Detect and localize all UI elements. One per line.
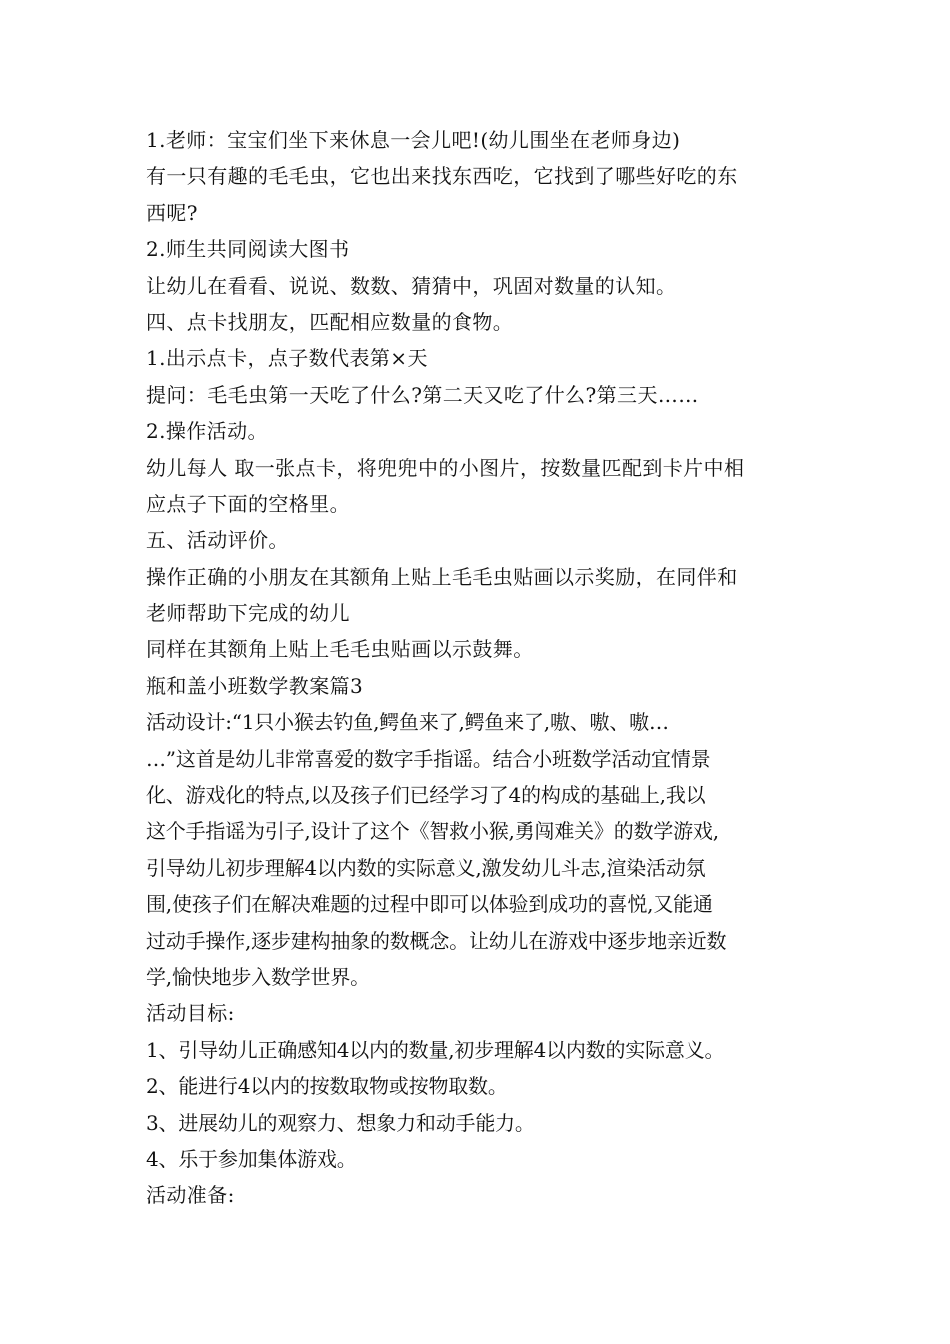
text-line: 1.出示点卡，点子数代表第×天 (146, 346, 428, 371)
section-heading: 五、活动评价。 (146, 528, 289, 553)
text-line: 西呢? (146, 200, 198, 225)
text-line: 有一只有趣的毛毛虫，它也出来找东西吃，它找到了哪些好吃的东 (146, 164, 738, 189)
text-line: 这个手指谣为引子,设计了这个《智救小猴,勇闯难关》的数学游戏, (146, 819, 719, 844)
list-item: 4、乐于参加集体游戏。 (146, 1146, 357, 1171)
list-item: 1、引导幼儿正确感知4以内的数量,初步理解4以内数的实际意义。 (146, 1037, 725, 1062)
list-item: 3、进展幼儿的观察力、想象力和动手能力。 (146, 1110, 535, 1135)
text-line: 应点子下面的空格里。 (146, 491, 350, 516)
text-line: 让幼儿在看看、说说、数数、猜猜中，巩固对数量的认知。 (146, 273, 677, 298)
text-line: 幼儿每人 取一张点卡，将兜兜中的小图片，按数量匹配到卡片中相 (146, 455, 745, 480)
text-line: 围,使孩子们在解决难题的过程中即可以体验到成功的喜悦,又能通 (146, 892, 713, 917)
text-line: 引导幼儿初步理解4以内数的实际意义,激发幼儿斗志,渲染活动氛 (146, 855, 706, 880)
text-line: 2.师生共同阅读大图书 (146, 237, 350, 262)
document-body (146, 122, 811, 1214)
text-line: 老师帮助下完成的幼儿 (146, 601, 350, 626)
text-line: 同样在其额角上贴上毛毛虫贴画以示鼓舞。 (146, 637, 534, 662)
text-line: 操作正确的小朋友在其额角上贴上毛毛虫贴画以示奖励，在同伴和 (146, 564, 738, 589)
text-line: 过动手操作,逐步建构抽象的数概念。让幼儿在游戏中逐步地亲近数 (146, 928, 727, 953)
section-heading: 活动目标: (146, 1001, 235, 1026)
text-line: 活动设计:“1只小猴去钓鱼,鳄鱼来了,鳄鱼来了,嗷、嗷、嗷… (146, 710, 669, 735)
list-item: 2、能进行4以内的按数取物或按物取数。 (146, 1074, 508, 1099)
text-line: 2.操作活动。 (146, 419, 268, 444)
text-line: 学,愉快地步入数学世界。 (146, 964, 370, 989)
text-line: 提问：毛毛虫第一天吃了什么?第二天又吃了什么?第三天…… (146, 382, 699, 407)
article-title: 瓶和盖小班数学教案篇3 (146, 673, 364, 698)
text-line: 1.老师：宝宝们坐下来休息一会儿吧!(幼儿围坐在老师身边) (146, 128, 681, 152)
section-heading: 四、点卡找朋友，匹配相应数量的食物。 (146, 309, 514, 334)
section-heading: 活动准备: (146, 1183, 235, 1208)
text-line: 化、游戏化的特点,以及孩子们已经学习了4的构成的基础上,我以 (146, 783, 706, 808)
text-line: …”这首是幼儿非常喜爱的数字手指谣。结合小班数学活动宜情景 (146, 746, 711, 771)
